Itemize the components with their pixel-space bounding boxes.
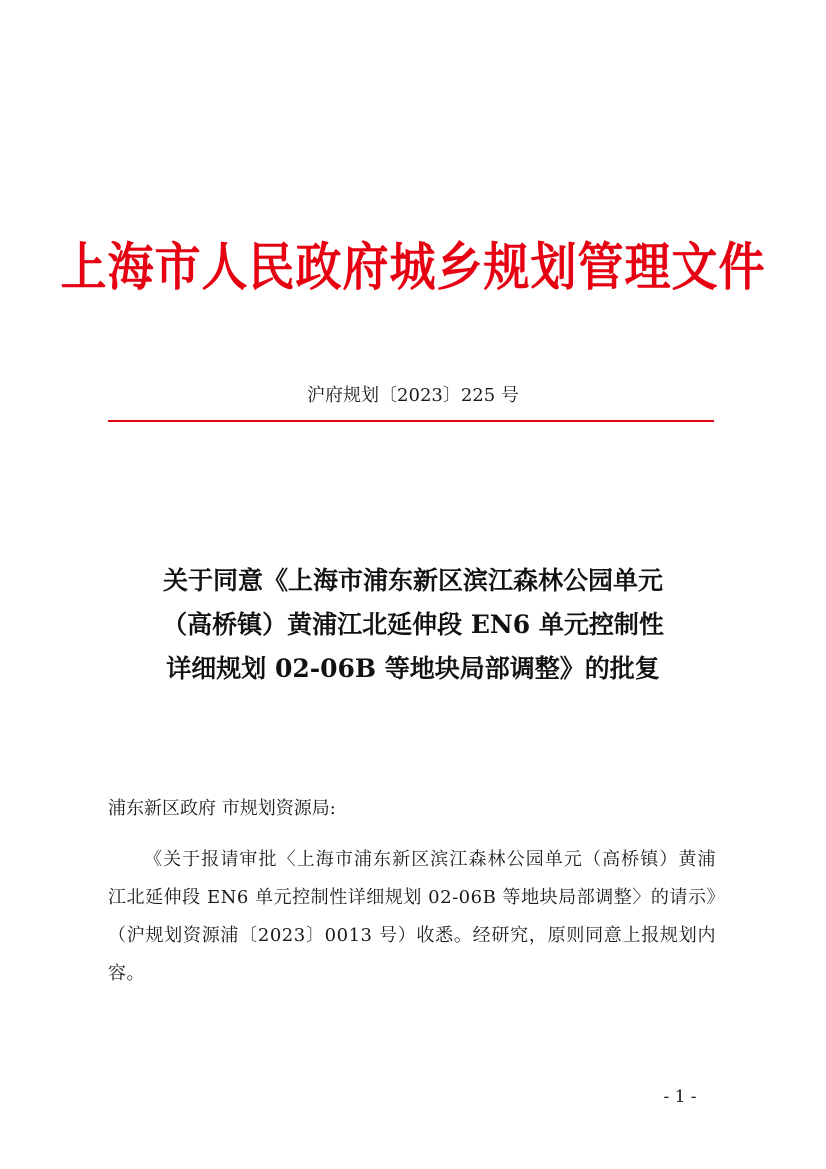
document-masthead: 上海市人民政府城乡规划管理文件 — [60, 236, 766, 298]
document-title: 关于同意《上海市浦东新区滨江森林公园单元（高桥镇）黄浦江北延伸段 EN6 单元控制性详细规划 02-06B 等地块局部调整》的批复 — [162, 566, 664, 683]
page-number: - 1 - — [663, 1087, 697, 1107]
addressee-line: 浦东新区政府 市规划资源局: — [108, 798, 336, 819]
body-paragraph: 《关于报请审批〈上海市浦东新区滨江森林公园单元（高桥镇）黄浦江北延伸段 EN6 单元控制性详细规划 02-06B 等地块局部调整〉的请示》（沪规划资源浦〔2023〕0013 号）收悉。经研究，原则同意上报规划内容。 — [108, 849, 716, 984]
document-number: 沪府规划〔2023〕225 号 — [307, 385, 519, 406]
red-divider-line — [108, 420, 714, 422]
